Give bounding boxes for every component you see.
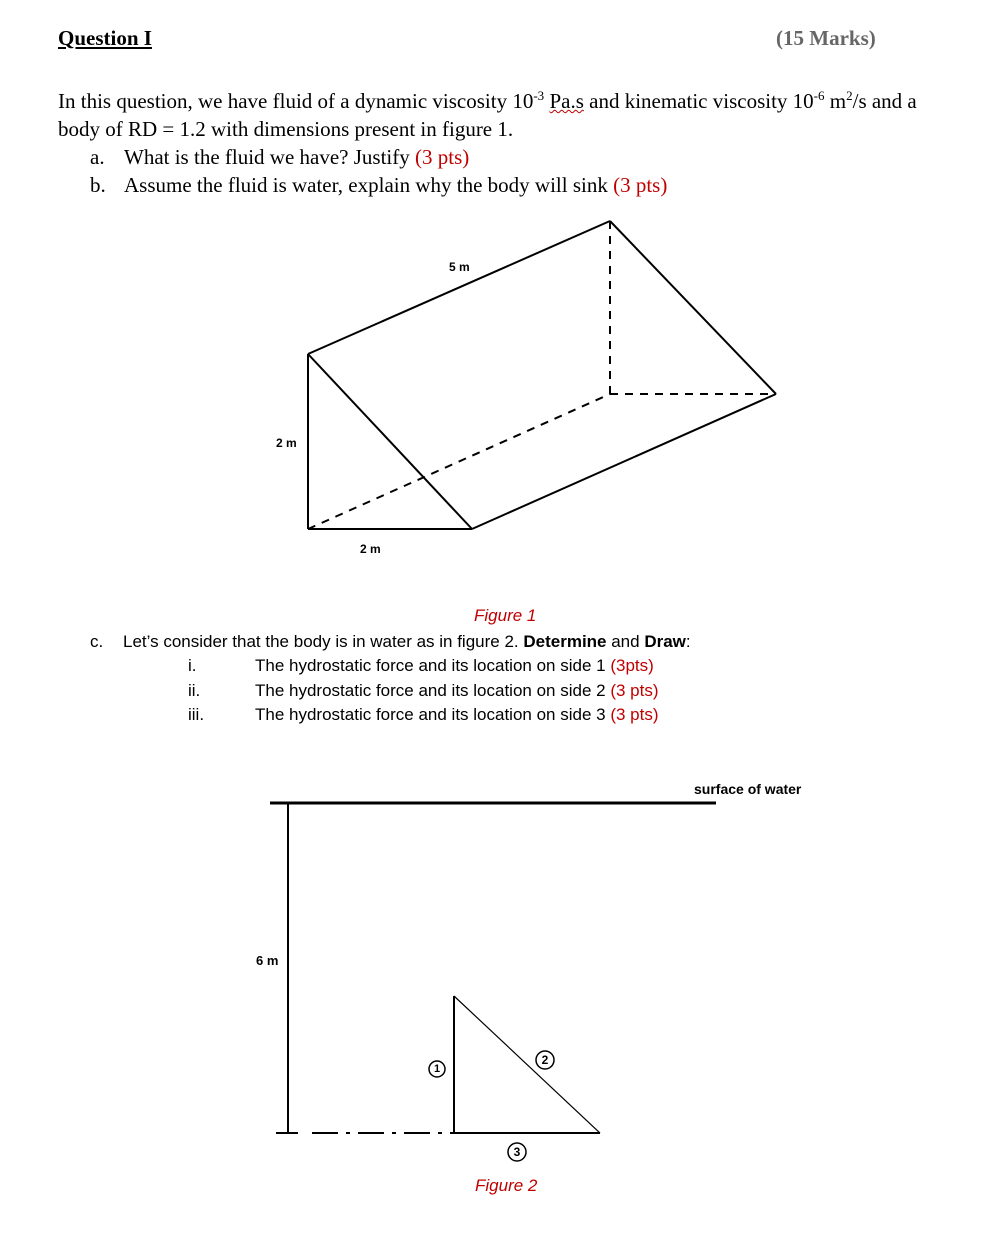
item-ii-text: The hydrostatic force and its location on side 2 (3 pts) [255,681,659,700]
figure-2-caption: Figure 2 [475,1176,538,1195]
length-label: 5 m [449,260,470,274]
item-iii-label: iii. [188,705,205,724]
height-label: 2 m [276,436,297,450]
side-1-marker: 1 [433,1063,441,1075]
item-ii-label: ii. [188,681,201,700]
marks-label: (15 Marks) [776,26,876,50]
hidden-diagonal-edge [308,394,610,529]
question-a: a. [90,145,105,169]
prism-top-edge [308,221,610,354]
depth-label: 6 m [256,953,279,968]
surface-label: surface of water [694,781,802,797]
question-title: Question I [58,26,152,50]
question-a-text: What is the fluid we have? Justify (3 pts) [124,145,470,169]
item-i-label: i. [188,656,197,675]
question-b-text: Assume the fluid is water, explain why the body will sink (3 pts) [124,173,668,197]
intro-line-2: body of RD = 1.2 with dimensions present in figure 1. [58,117,514,141]
prism-bottom-edge [472,394,776,529]
question-c-label: c. [90,632,104,651]
prism-front-hypotenuse [308,354,472,529]
side-2-marker: 2 [541,1053,549,1067]
side-3-marker: 3 [513,1145,521,1159]
question-b: b. [90,173,106,197]
unit-pas: Pa.s [549,89,584,113]
prism-back-hypotenuse [610,221,776,394]
question-c-text: Let’s consider that the body is in water as in figure 2. Determine and Draw: [123,632,691,651]
item-i-text: The hydrostatic force and its location on side 1 (3pts) [255,656,654,675]
figure-1-caption: Figure 1 [474,606,537,625]
item-iii-text: The hydrostatic force and its location on side 3 (3 pts) [255,705,659,724]
intro-line-1: In this question, we have fluid of a dynamic viscosity $10^{-3}$ Pa.s and kinematic viscosity $10^{-6}$ $m^2/s$ and a [58,88,917,113]
base-label: 2 m [360,542,381,556]
side-2-edge [454,996,600,1133]
